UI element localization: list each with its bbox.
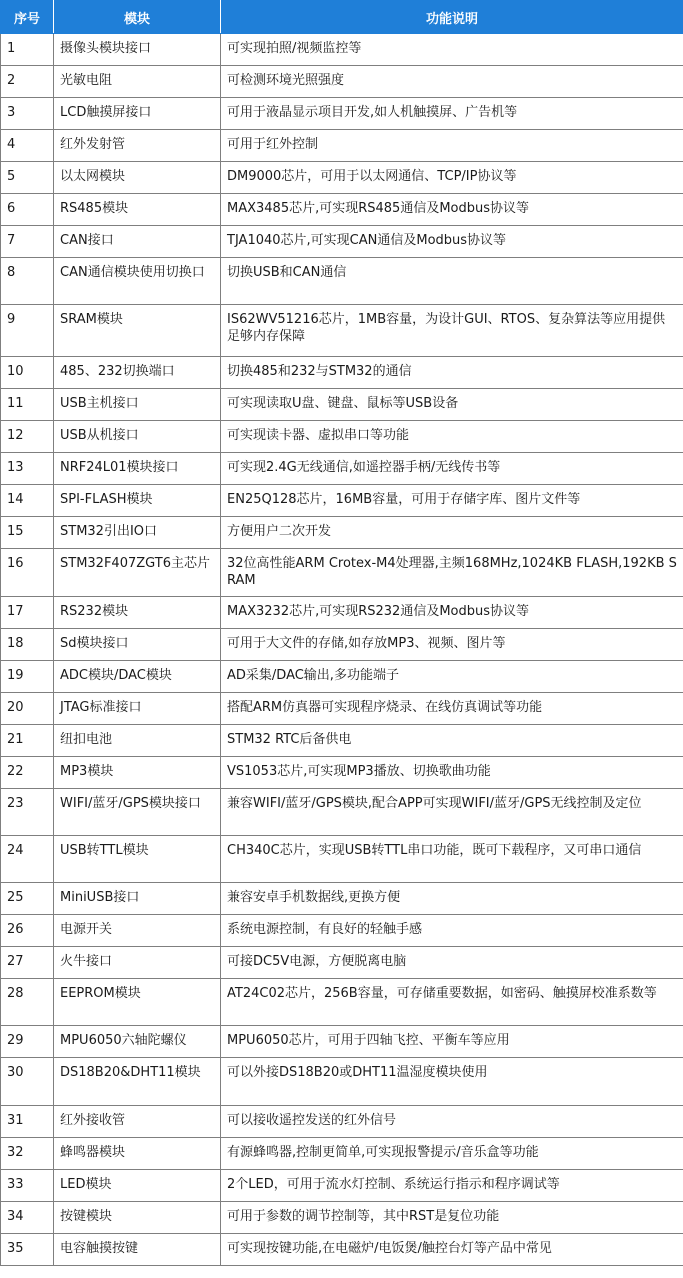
cell-function: EN25Q128芯片，16MB容量，可用于存储字库、图片文件等 — [221, 485, 683, 517]
cell-module: 火牛接口 — [54, 947, 221, 979]
cell-function: 2个LED，可用于流水灯控制、系统运行指示和程序调试等 — [221, 1170, 683, 1202]
cell-index: 24 — [1, 836, 54, 883]
cell-function: AD采集/DAC输出,多功能端子 — [221, 661, 683, 693]
table-row — [1, 34, 683, 66]
table-row — [1, 1202, 683, 1234]
table-header-row — [1, 1, 683, 34]
cell-function: 可实现读取U盘、键盘、鼠标等USB设备 — [221, 389, 683, 421]
table-row — [1, 226, 683, 258]
cell-module: 485、232切换端口 — [54, 357, 221, 389]
cell-index: 25 — [1, 883, 54, 915]
cell-index: 13 — [1, 453, 54, 485]
table-row — [1, 130, 683, 162]
cell-module: USB主机接口 — [54, 389, 221, 421]
cell-index: 29 — [1, 1026, 54, 1058]
cell-module: Sd模块接口 — [54, 629, 221, 661]
cell-index: 27 — [1, 947, 54, 979]
table-row — [1, 947, 683, 979]
cell-function: 可实现读卡器、虚拟串口等功能 — [221, 421, 683, 453]
table-row — [1, 1138, 683, 1170]
cell-function: 系统电源控制，有良好的轻触手感 — [221, 915, 683, 947]
table-row — [1, 66, 683, 98]
cell-index: 19 — [1, 661, 54, 693]
cell-module: 电源开关 — [54, 915, 221, 947]
table-row — [1, 789, 683, 836]
cell-function: 兼容安卓手机数据线,更换方便 — [221, 883, 683, 915]
table-row — [1, 1234, 683, 1266]
cell-module: 红外接收管 — [54, 1106, 221, 1138]
table-row — [1, 389, 683, 421]
cell-index: 15 — [1, 517, 54, 549]
cell-function: DM9000芯片，可用于以太网通信、TCP/IP协议等 — [221, 162, 683, 194]
cell-function: 可用于红外控制 — [221, 130, 683, 162]
table-row — [1, 597, 683, 629]
cell-index: 11 — [1, 389, 54, 421]
cell-function: 可接DC5V电源，方便脱离电脑 — [221, 947, 683, 979]
cell-module: USB转TTL模块 — [54, 836, 221, 883]
cell-index: 16 — [1, 549, 54, 597]
table-row — [1, 629, 683, 661]
table-row — [1, 1106, 683, 1138]
cell-function: 可用于参数的调节控制等，其中RST是复位功能 — [221, 1202, 683, 1234]
cell-module: MiniUSB接口 — [54, 883, 221, 915]
table-row — [1, 1058, 683, 1106]
cell-function: 搭配ARM仿真器可实现程序烧录、在线仿真调试等功能 — [221, 693, 683, 725]
cell-module: 按键模块 — [54, 1202, 221, 1234]
cell-index: 8 — [1, 258, 54, 305]
cell-function: 有源蜂鸣器,控制更简单,可实现报警提示/音乐盒等功能 — [221, 1138, 683, 1170]
cell-index: 6 — [1, 194, 54, 226]
cell-function: CH340C芯片，实现USB转TTL串口功能，既可下载程序，又可串口通信 — [221, 836, 683, 883]
cell-module: NRF24L01模块接口 — [54, 453, 221, 485]
table-row — [1, 693, 683, 725]
header-function: 功能说明 — [221, 1, 683, 34]
cell-module: 光敏电阻 — [54, 66, 221, 98]
cell-function: 可实现拍照/视频监控等 — [221, 34, 683, 66]
table-row — [1, 1026, 683, 1058]
cell-function: 可以接收遥控发送的红外信号 — [221, 1106, 683, 1138]
cell-index: 33 — [1, 1170, 54, 1202]
cell-module: CAN通信模块使用切换口 — [54, 258, 221, 305]
table-row — [1, 357, 683, 389]
cell-module: LED模块 — [54, 1170, 221, 1202]
cell-index: 4 — [1, 130, 54, 162]
table-row — [1, 725, 683, 757]
cell-index: 21 — [1, 725, 54, 757]
cell-function: 可以外接DS18B20或DHT11温湿度模块使用 — [221, 1058, 683, 1106]
cell-index: 10 — [1, 357, 54, 389]
cell-module: JTAG标准接口 — [54, 693, 221, 725]
cell-function: AT24C02芯片，256B容量，可存储重要数据，如密码、触摸屏校准系数等 — [221, 979, 683, 1026]
cell-module: SRAM模块 — [54, 305, 221, 357]
cell-index: 22 — [1, 757, 54, 789]
header-index: 序号 — [1, 1, 54, 34]
cell-function: MAX3232芯片,可实现RS232通信及Modbus协议等 — [221, 597, 683, 629]
table-row — [1, 98, 683, 130]
table-row — [1, 549, 683, 597]
cell-function: 32位高性能ARM Crotex-M4处理器,主频168MHz,1024KB FLASH,192KB SRAM — [221, 549, 683, 597]
cell-module: DS18B20&DHT11模块 — [54, 1058, 221, 1106]
table-row — [1, 836, 683, 883]
cell-module: STM32引出IO口 — [54, 517, 221, 549]
table-row — [1, 1170, 683, 1202]
cell-function: 方便用户二次开发 — [221, 517, 683, 549]
cell-function: MPU6050芯片，可用于四轴飞控、平衡车等应用 — [221, 1026, 683, 1058]
cell-function: IS62WV51216芯片，1MB容量，为设计GUI、RTOS、复杂算法等应用提供足够内存保障 — [221, 305, 683, 357]
cell-module: WIFI/蓝牙/GPS模块接口 — [54, 789, 221, 836]
cell-index: 28 — [1, 979, 54, 1026]
table-row — [1, 162, 683, 194]
cell-module: 电容触摸按键 — [54, 1234, 221, 1266]
cell-module: MP3模块 — [54, 757, 221, 789]
table-row — [1, 757, 683, 789]
table-row — [1, 517, 683, 549]
header-module: 模块 — [54, 1, 221, 34]
cell-index: 34 — [1, 1202, 54, 1234]
cell-index: 7 — [1, 226, 54, 258]
cell-index: 14 — [1, 485, 54, 517]
table-row — [1, 305, 683, 357]
cell-module: RS485模块 — [54, 194, 221, 226]
cell-module: 红外发射管 — [54, 130, 221, 162]
cell-index: 2 — [1, 66, 54, 98]
table-row — [1, 194, 683, 226]
cell-module: EEPROM模块 — [54, 979, 221, 1026]
cell-module: 蜂鸣器模块 — [54, 1138, 221, 1170]
cell-index: 9 — [1, 305, 54, 357]
cell-function: 可实现按键功能,在电磁炉/电饭煲/触控台灯等产品中常见 — [221, 1234, 683, 1266]
table-row — [1, 258, 683, 305]
cell-index: 30 — [1, 1058, 54, 1106]
cell-index: 31 — [1, 1106, 54, 1138]
cell-index: 18 — [1, 629, 54, 661]
cell-index: 20 — [1, 693, 54, 725]
cell-index: 3 — [1, 98, 54, 130]
cell-module: SPI-FLASH模块 — [54, 485, 221, 517]
cell-function: TJA1040芯片,可实现CAN通信及Modbus协议等 — [221, 226, 683, 258]
table-row — [1, 979, 683, 1026]
cell-function: 可用于大文件的存储,如存放MP3、视频、图片等 — [221, 629, 683, 661]
table-row — [1, 915, 683, 947]
cell-module: USB从机接口 — [54, 421, 221, 453]
table-body — [1, 34, 683, 1266]
cell-index: 17 — [1, 597, 54, 629]
cell-function: 可用于液晶显示项目开发,如人机触摸屏、广告机等 — [221, 98, 683, 130]
table-row — [1, 661, 683, 693]
cell-module: 摄像头模块接口 — [54, 34, 221, 66]
cell-index: 5 — [1, 162, 54, 194]
cell-index: 35 — [1, 1234, 54, 1266]
cell-module: MPU6050六轴陀螺仪 — [54, 1026, 221, 1058]
cell-function: VS1053芯片,可实现MP3播放、切换歌曲功能 — [221, 757, 683, 789]
cell-index: 23 — [1, 789, 54, 836]
table-row — [1, 453, 683, 485]
table-row — [1, 883, 683, 915]
cell-function: STM32 RTC后备供电 — [221, 725, 683, 757]
table-row — [1, 421, 683, 453]
cell-index: 26 — [1, 915, 54, 947]
cell-function: 可实现2.4G无线通信,如遥控器手柄/无线传书等 — [221, 453, 683, 485]
cell-module: RS232模块 — [54, 597, 221, 629]
cell-module: LCD触摸屏接口 — [54, 98, 221, 130]
cell-function: 切换USB和CAN通信 — [221, 258, 683, 305]
cell-index: 32 — [1, 1138, 54, 1170]
cell-function: 可检测环境光照强度 — [221, 66, 683, 98]
cell-module: 以太网模块 — [54, 162, 221, 194]
cell-function: 兼容WIFI/蓝牙/GPS模块,配合APP可实现WIFI/蓝牙/GPS无线控制及定位 — [221, 789, 683, 836]
cell-function: MAX3485芯片,可实现RS485通信及Modbus协议等 — [221, 194, 683, 226]
cell-module: ADC模块/DAC模块 — [54, 661, 221, 693]
cell-index: 1 — [1, 34, 54, 66]
table-row — [1, 485, 683, 517]
cell-function: 切换485和232与STM32的通信 — [221, 357, 683, 389]
cell-index: 12 — [1, 421, 54, 453]
cell-module: CAN接口 — [54, 226, 221, 258]
cell-module: STM32F407ZGT6主芯片 — [54, 549, 221, 597]
cell-module: 纽扣电池 — [54, 725, 221, 757]
